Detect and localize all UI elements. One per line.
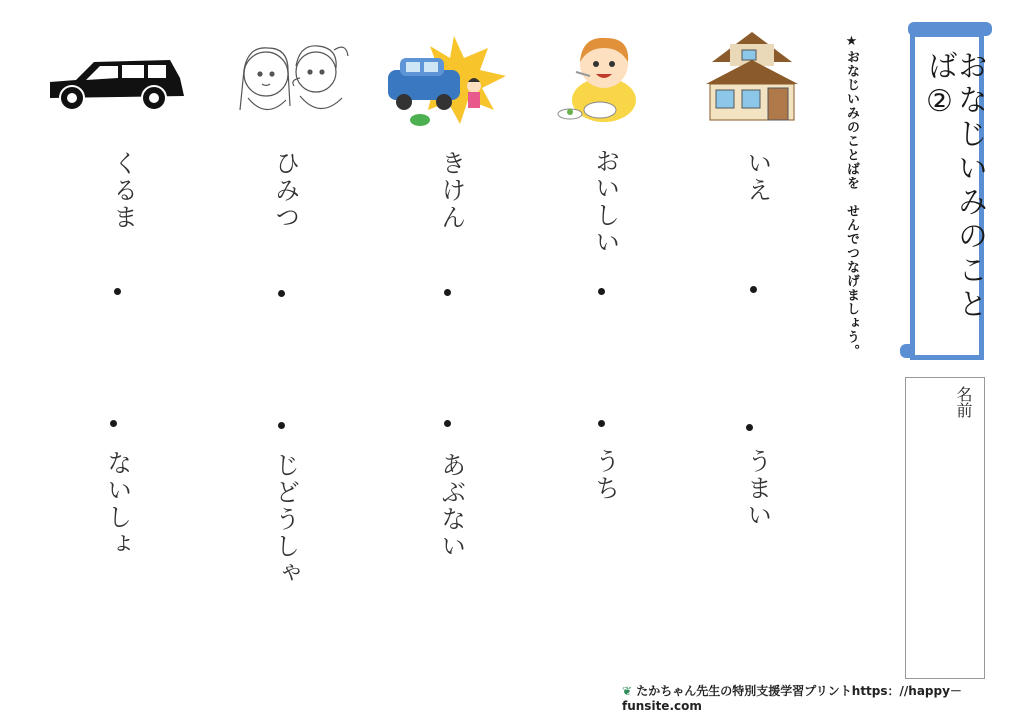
instruction-text: ★おなじいみのことばを せんでつなげましょう。	[844, 34, 859, 358]
bottom-word-1: うち	[591, 448, 621, 502]
leaf-icon: ❦	[622, 684, 633, 698]
top-dot-0[interactable]	[750, 286, 757, 293]
name-box[interactable]	[905, 377, 985, 679]
bottom-dot-0[interactable]	[746, 424, 753, 431]
boy-eating-icon	[556, 28, 646, 122]
house-icon	[702, 26, 802, 122]
top-dot-1[interactable]	[598, 288, 605, 295]
top-word-0: いえ	[743, 150, 773, 204]
car-accident-icon	[384, 36, 510, 128]
bottom-dot-1[interactable]	[598, 420, 605, 427]
page-title: おなじいみのことば②	[922, 50, 987, 322]
top-dot-2[interactable]	[444, 289, 451, 296]
top-word-1: おいしい	[591, 148, 621, 256]
girls-whispering-icon	[230, 36, 354, 124]
top-word-3: ひみつ	[271, 150, 301, 231]
bottom-word-3: じどうしゃ	[271, 452, 301, 587]
top-dot-4[interactable]	[114, 288, 121, 295]
bottom-word-0: うまい	[743, 448, 773, 529]
top-word-2: きけん	[437, 150, 467, 231]
top-dot-3[interactable]	[278, 290, 285, 297]
bottom-dot-3[interactable]	[278, 422, 285, 429]
car-icon	[46, 56, 188, 112]
bottom-word-4: ないしょ	[103, 450, 133, 558]
title-scroll	[900, 22, 992, 358]
footer-text: たかちゃん先生の特別支援学習プリントhttps：//happy－funsite.com	[622, 684, 962, 713]
bottom-dot-4[interactable]	[110, 420, 117, 427]
name-label: 名前	[954, 386, 973, 418]
top-word-4: くるま	[109, 150, 139, 231]
bottom-dot-2[interactable]	[444, 420, 451, 427]
bottom-word-2: あぶない	[437, 452, 467, 560]
footer	[622, 682, 1024, 713]
